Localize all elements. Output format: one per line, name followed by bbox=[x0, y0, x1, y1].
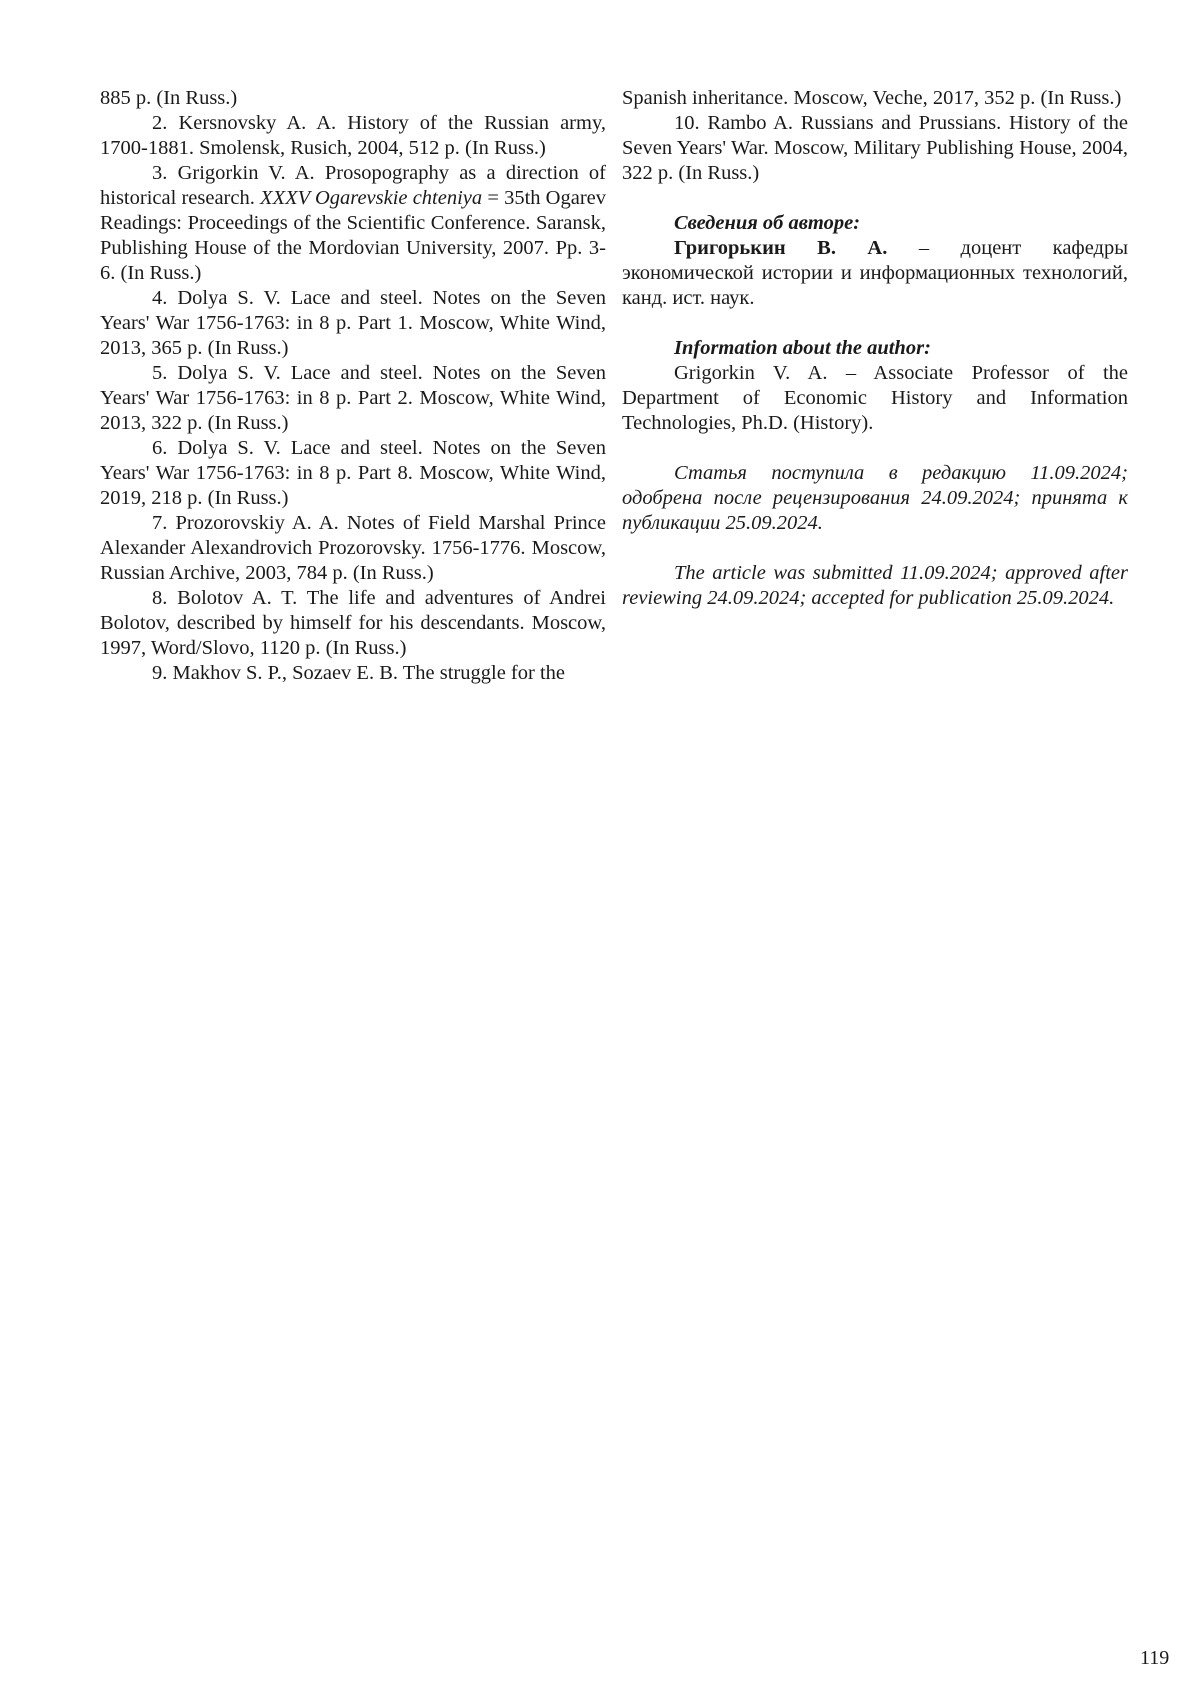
author-description-ru: – доцент кафедры экономической истории и информационных технологий, канд. ист. наук. bbox=[622, 237, 1128, 309]
reference-8: 8. Bolotov A. T. The life and adventures of Andrei Bolotov, described by himself for his descendants. Moscow, 1997, Word/Slovo, 1120 p. (In Russ.) bbox=[100, 587, 606, 659]
reference-4: 4. Dolya S. V. Lace and steel. Notes on the Seven Years' War 1756-1763: in 8 p. Part 1. Moscow, White Wind, 2013, 365 p. (In Russ.) bbox=[100, 287, 606, 359]
spacer bbox=[622, 436, 1128, 461]
author-info-heading-ru: Сведения об авторе: bbox=[674, 212, 861, 234]
author-info-en: Grigorkin V. A. – Associate Professor of the Department of Economic History and Information Technologies, Ph.D. (History). bbox=[622, 362, 1128, 434]
reference-1-continuation: 885 p. (In Russ.) bbox=[100, 87, 238, 109]
reference-3-text-a: 3. Grigorkin V. A. Prosopography as a direction of historical research. bbox=[100, 162, 606, 209]
article-dates-en: The article was submitted 11.09.2024; approved after reviewing 24.09.2024; accepted for publication 25.09.2024. bbox=[622, 562, 1128, 609]
spacer bbox=[622, 311, 1128, 336]
author-info-heading-en: Information about the author: bbox=[674, 337, 931, 359]
author-name-ru: Григорькин В. А. bbox=[674, 237, 888, 259]
reference-10: 10. Rambo A. Russians and Prussians. History of the Seven Years' War. Moscow, Military Publishing House, 2004, 322 p. (In Russ.) bbox=[622, 112, 1128, 184]
reference-9-continuation: Spanish inheritance. Moscow, Veche, 2017, 352 p. (In Russ.) bbox=[622, 87, 1122, 109]
left-column bbox=[100, 86, 606, 686]
reference-3-text-b: = 35th Ogarev Readings: Proceedings of the Scientific Conference. Saransk, Publishing House of the Mordovian University, 2007. Pp. 3-6. (In Russ.) bbox=[100, 187, 607, 284]
spacer bbox=[622, 536, 1128, 561]
article-dates-ru: Статья поступила в редакцию 11.09.2024; одобрена после рецензирования 24.09.2024; принята к публикации 25.09.2024. bbox=[622, 462, 1128, 534]
author-info-ru bbox=[622, 236, 1128, 311]
reference-2: 2. Kersnovsky A. A. History of the Russian army, 1700-1881. Smolensk, Rusich, 2004, 512 p. (In Russ.) bbox=[100, 112, 606, 159]
reference-7: 7. Prozorovskiy A. A. Notes of Field Marshal Prince Alexander Alexandrovich Prozorovsky. 1756-1776. Moscow, Russian Archive, 2003, 784 p. (In Russ.) bbox=[100, 512, 606, 584]
reference-3-italic-title: XXXV Ogarevskie chteniya bbox=[260, 187, 483, 209]
reference-5: 5. Dolya S. V. Lace and steel. Notes on the Seven Years' War 1756-1763: in 8 p. Part 2. Moscow, White Wind, 2013, 322 p. (In Russ.) bbox=[100, 362, 606, 434]
reference-9-start: 9. Makhov S. P., Sozaev E. B. The struggle for the bbox=[152, 662, 565, 684]
right-column bbox=[622, 86, 1128, 611]
spacer bbox=[622, 186, 1128, 211]
reference-6: 6. Dolya S. V. Lace and steel. Notes on the Seven Years' War 1756-1763: in 8 p. Part 8. Moscow, White Wind, 2019, 218 p. (In Russ.) bbox=[100, 437, 606, 509]
reference-3 bbox=[100, 161, 606, 286]
page-number: 119 bbox=[1140, 1647, 1170, 1669]
